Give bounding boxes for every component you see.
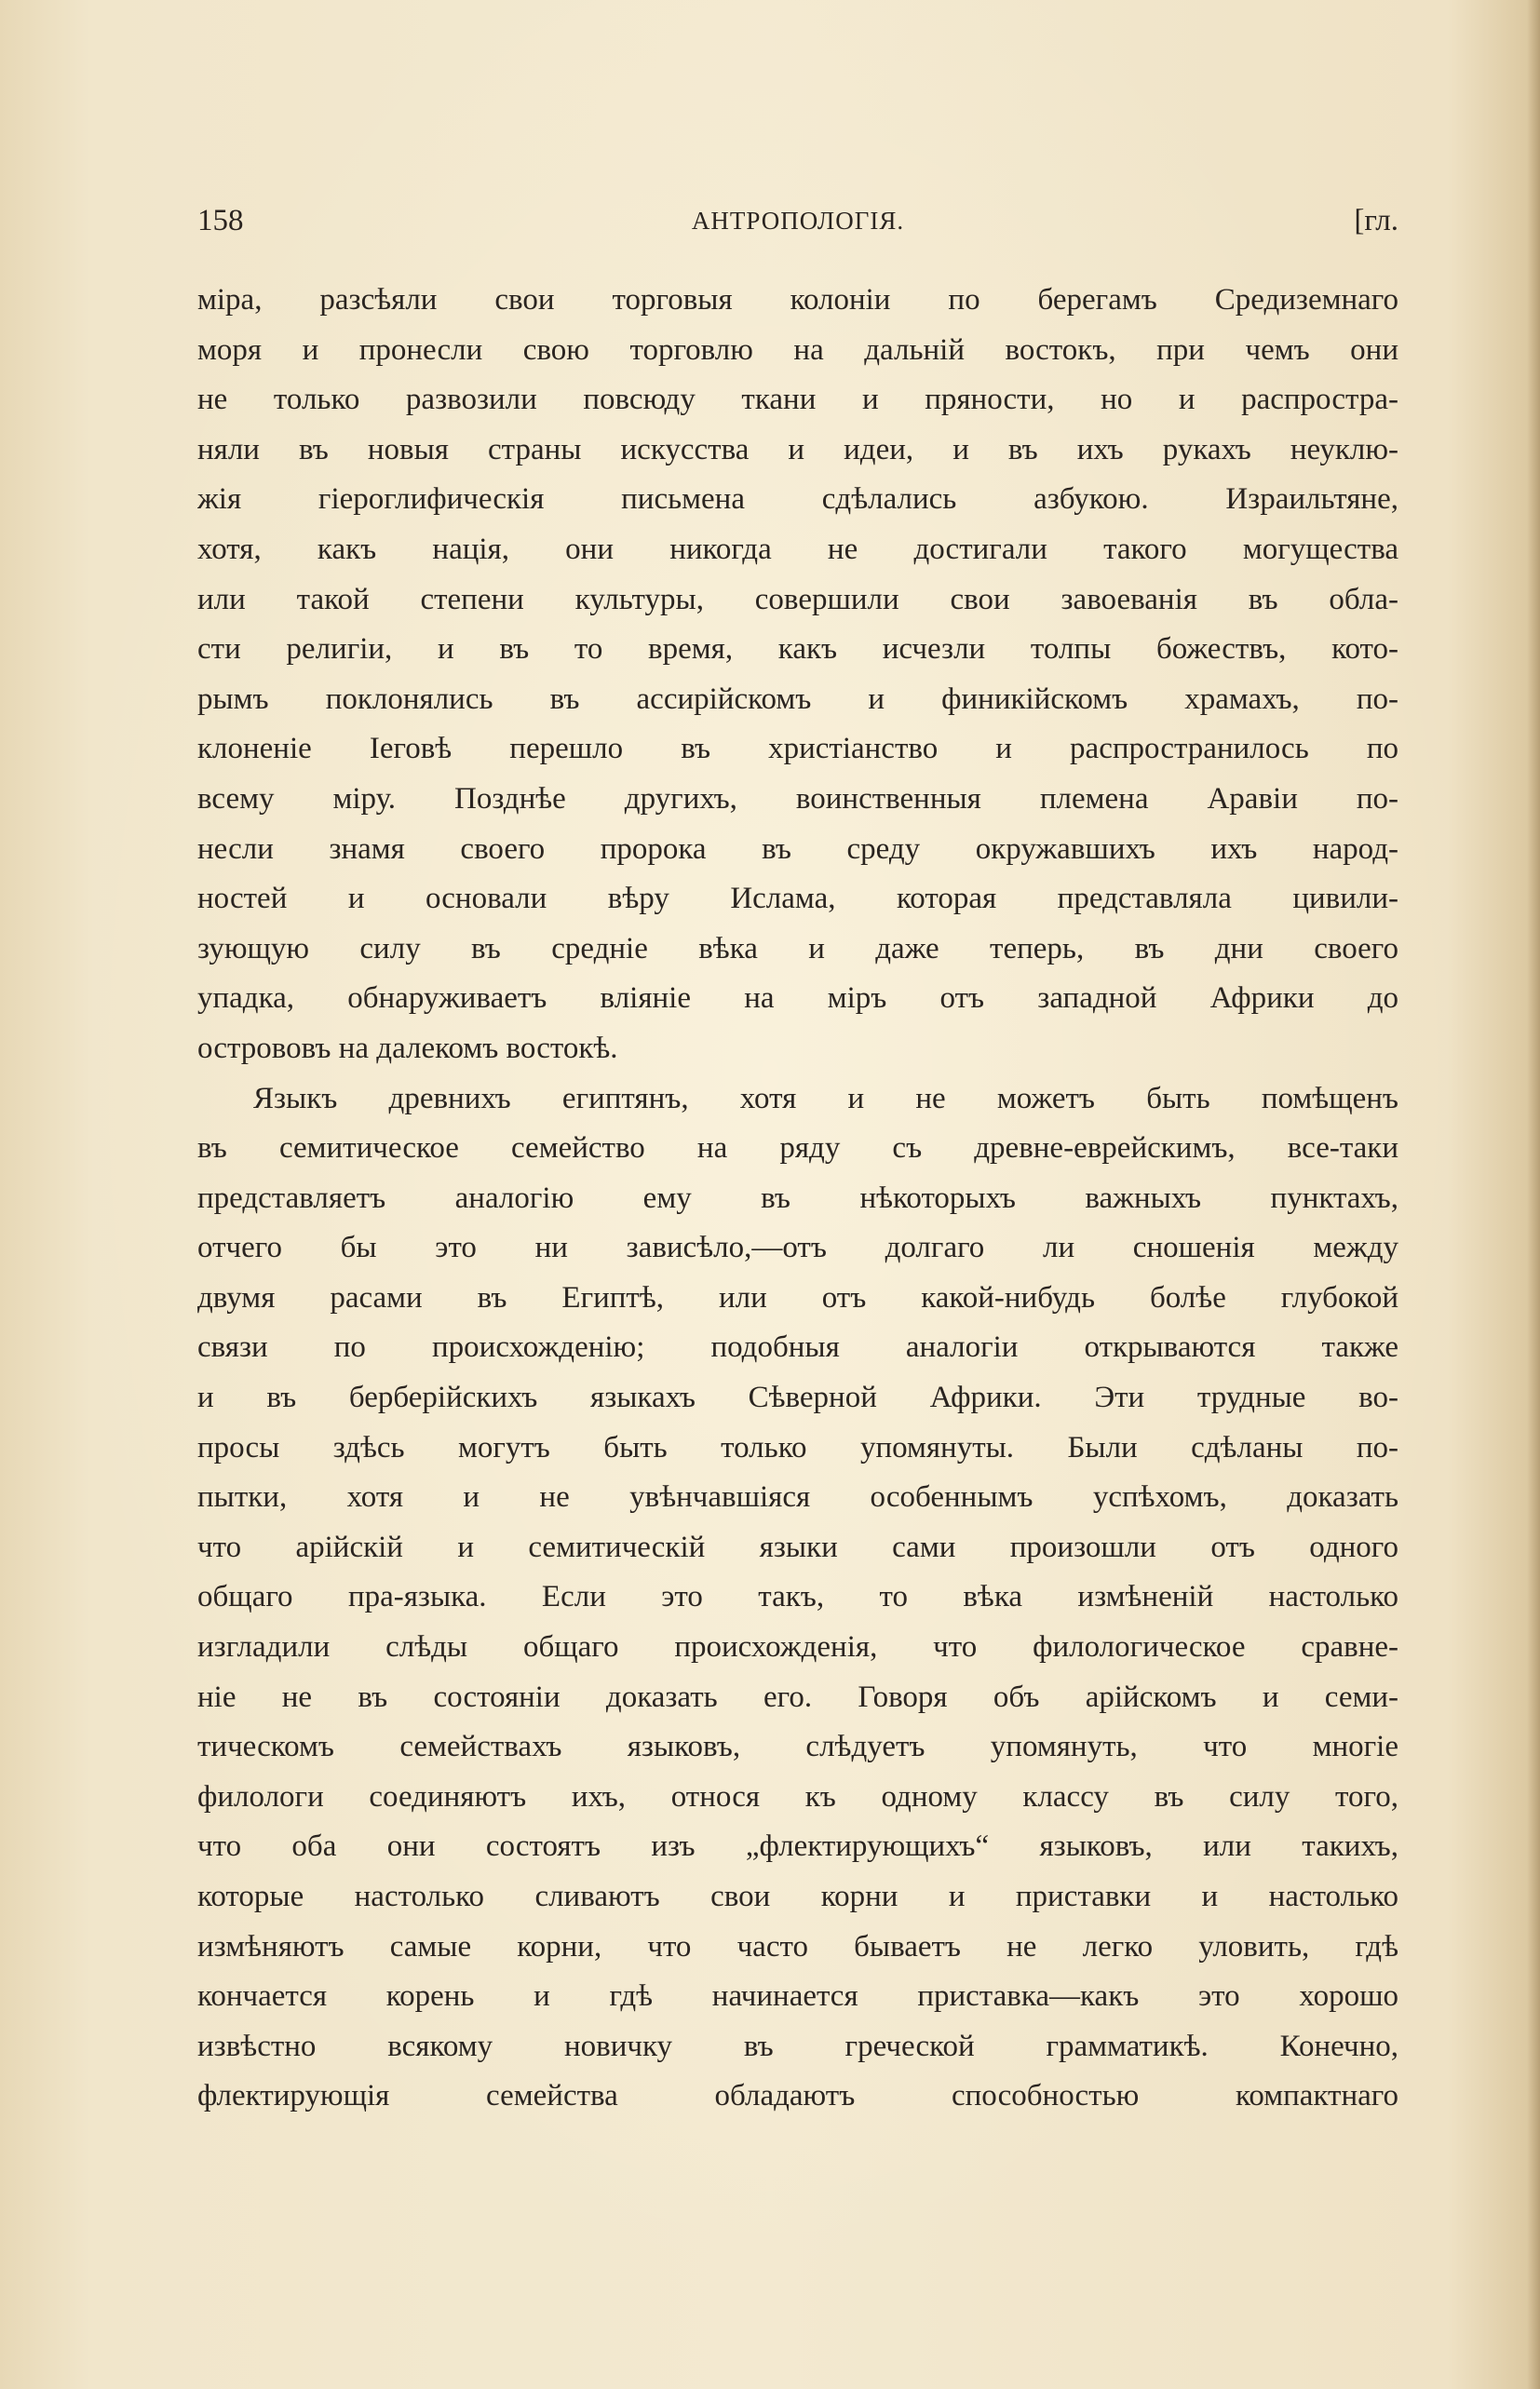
text-line: ніе не въ состояніи доказать его. Говоря объ арійскомъ и семи- (197, 1680, 1398, 1714)
text-line: представляетъ аналогію ему въ нѣкоторыхъ важныхъ пунктахъ, (197, 1181, 1398, 1215)
text-line: сти религіи, и въ то время, какъ исчезли толпы божествъ, кото- (197, 632, 1398, 667)
page-number: 158 (197, 204, 244, 237)
page-edge-shadow (1527, 0, 1540, 2389)
text-line: жія гіероглифическія письмена сдѣлались азбукою. Израильтяне, (197, 482, 1398, 517)
text-line: что арійскій и семитическій языки сами произошли отъ одного (197, 1530, 1398, 1564)
text-line: міра, разсѣяли свои торговыя колоніи по берегамъ Средиземнаго (197, 283, 1398, 317)
text-line: хотя, какъ нація, они никогда не достигали такого могущества (197, 532, 1398, 566)
text-line: въ семитическое семейство на ряду съ древне-еврейскимъ, все-таки (197, 1131, 1398, 1166)
text-line: что оба они состоятъ изъ „флектирующихъ“ языковъ, или такихъ, (197, 1829, 1398, 1864)
text-line: ностей и основали вѣру Ислама, которая представляла цивили- (197, 882, 1398, 916)
text-line: рымъ поклонялись въ ассирійскомъ и финикійскомъ храмахъ, по- (197, 682, 1398, 716)
text-line: моря и пронесли свою торговлю на дальній востокъ, при чемъ они (197, 332, 1398, 367)
text-line: которые настолько сливаютъ свои корни и приставки и настолько (197, 1880, 1398, 1913)
text-line: и въ берберійскихъ языкахъ Сѣверной Африки. Эти трудные во- (197, 1381, 1398, 1415)
text-line: связи по происхожденію; подобныя аналогіи открываются также (197, 1330, 1398, 1365)
text-line: кончается корень и гдѣ начинается приставка—какъ это хорошо (197, 1979, 1398, 2014)
text-line: не только развозили повсюду ткани и пряности, но и распростра- (197, 383, 1398, 417)
text-line: двумя расами въ Египтѣ, или отъ какой-нибудь болѣе глубокой (197, 1280, 1398, 1315)
body-text (197, 276, 1398, 2122)
text-line: отчего бы это ни зависѣло,—отъ долгаго ли сношенія между (197, 1231, 1398, 1265)
text-line: няли въ новыя страны искусства и идеи, и въ ихъ рукахъ неуклю- (197, 432, 1398, 466)
text-line: несли знамя своего пророка въ среду окружавшихъ ихъ народ- (197, 831, 1398, 866)
text-line: или такой степени культуры, совершили свои завоеванія въ обла- (197, 582, 1398, 616)
text-line: извѣстно всякому новичку въ греческой грамматикѣ. Конечно, (197, 2029, 1398, 2063)
text-line: всему міру. Позднѣе другихъ, воинственныя племена Аравіи по- (197, 781, 1398, 816)
paragraph-first-line: Языкъ древнихъ египтянъ, хотя и не можетъ быть помѣщенъ (253, 1081, 1398, 1115)
paragraph-end-line: острововъ на далекомъ востокѣ. (197, 1031, 618, 1065)
chapter-mark: [гл. (1354, 204, 1398, 237)
text-line: упадка, обнаруживаетъ вліяніе на міръ отъ западной Африки до (197, 981, 1398, 1016)
text-line: пытки, хотя и не увѣнчавшіяся особеннымъ успѣхомъ, доказать (197, 1480, 1398, 1515)
text-line: измѣняютъ самые корни, что часто бываетъ не легко уловить, гдѣ (197, 1929, 1398, 1964)
text-line: тическомъ семействахъ языковъ, слѣдуетъ упомянуть, что многіе (197, 1730, 1398, 1764)
text-line: изгладили слѣды общаго происхожденія, что филологическое сравне- (197, 1630, 1398, 1665)
text-line: клоненіе Іеговѣ перешло въ христіанство и распространилось по (197, 732, 1398, 766)
text-line: филологи соединяютъ ихъ, относя къ одному классу въ силу того, (197, 1779, 1398, 1814)
running-title: АНТРОПОЛОГІЯ. (691, 207, 905, 235)
text-line: просы здѣсь могутъ быть только упомянуты. Были сдѣланы по- (197, 1430, 1398, 1464)
page-header (197, 197, 1398, 244)
text-line: зующую силу въ средніе вѣка и даже теперь, въ дни своего (197, 931, 1398, 965)
text-line: флектирующія семейства обладаютъ способностью компактнаго (197, 2079, 1398, 2113)
text-line: общаго пра-языка. Если это такъ, то вѣка измѣненій настолько (197, 1580, 1398, 1614)
